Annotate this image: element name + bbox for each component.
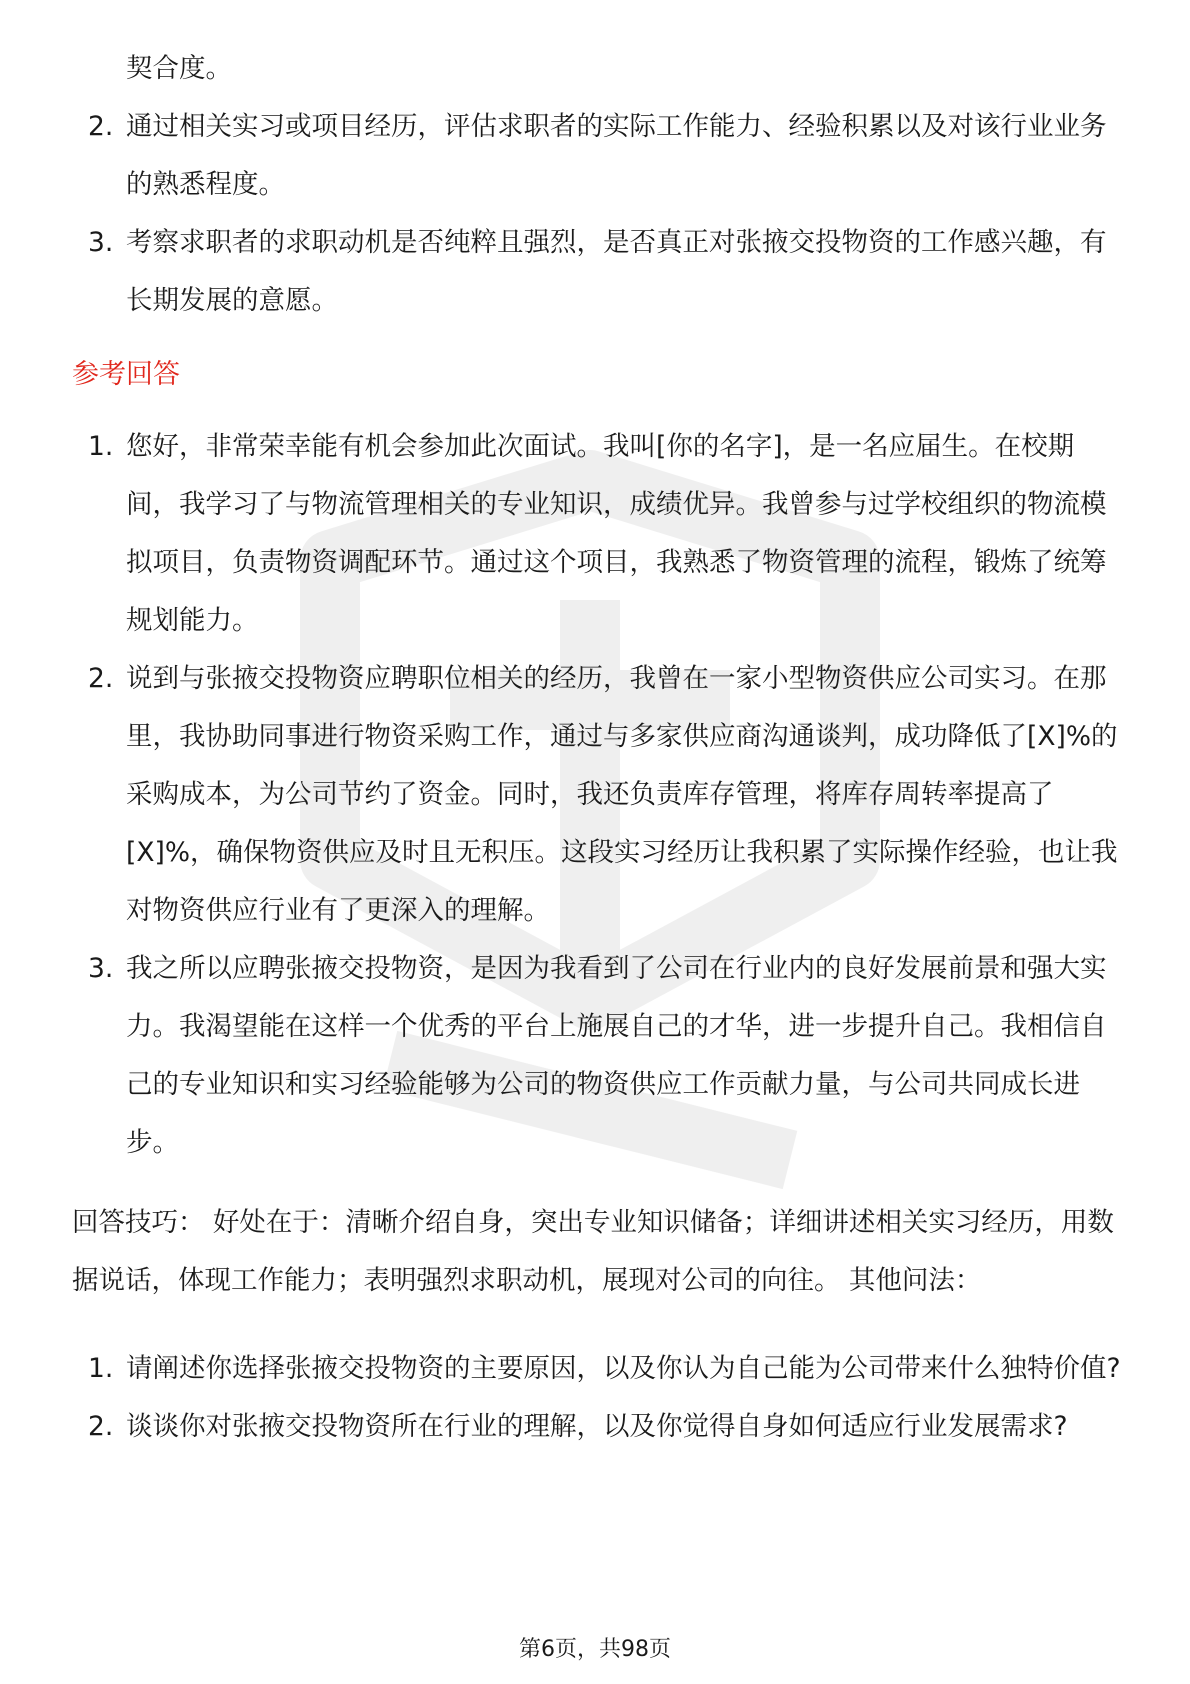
page-footer: 第6页，共98页: [519, 1637, 671, 1662]
intro-continuation: 契合度。: [126, 53, 232, 84]
list-number: 2.: [88, 111, 114, 142]
criteria-item: [72, 214, 1127, 330]
list-number: 2.: [88, 1411, 114, 1442]
list-number: 1.: [88, 431, 114, 462]
answer-item: [72, 418, 1127, 650]
answer-item: [72, 940, 1127, 1172]
other-question-item: [72, 1398, 1127, 1456]
list-number: 2.: [88, 663, 114, 694]
list-text: 谈谈你对张掖交投物资所在行业的理解，以及你觉得自身如何适应行业发展需求?: [126, 1411, 1068, 1442]
list-number: 1.: [88, 1353, 114, 1384]
list-number: 3.: [88, 227, 114, 258]
list-text: 通过相关实习或项目经历，评估求职者的实际工作能力、经验积累以及对该行业业务的熟悉程度。: [126, 111, 1107, 200]
answer-heading: 参考回答: [72, 359, 180, 390]
list-text: 我之所以应聘张掖交投物资，是因为我看到了公司在行业内的良好发展前景和强大实力。我渴望能在这样一个优秀的平台上施展自己的才华，进一步提升自己。我相信自己的专业知识和实习经验能够为公司的物资供应工作贡献力量，与公司共同成长进步。: [126, 953, 1107, 1158]
list-text: 说到与张掖交投物资应聘职位相关的经历，我曾在一家小型物资供应公司实习。在那里，我协助同事进行物资采购工作，通过与多家供应商沟通谈判，成功降低了[X]%的采购成本，为公司节约了资金。同时，我还负责库存管理，将库存周转率提高了[X]%，确保物资供应及时且无积压。这段实习经历让我积累了实际操作经验，也让我对物资供应行业有了更深入的理解。: [126, 663, 1118, 926]
answer-item: [72, 650, 1127, 940]
list-number: 3.: [88, 953, 114, 984]
answer-list: [72, 418, 1127, 1172]
criteria-item: [72, 98, 1127, 214]
criteria-list: [72, 98, 1127, 330]
other-question-item: [72, 1340, 1127, 1398]
other-questions-list: [72, 1340, 1127, 1456]
list-text: 考察求职者的求职动机是否纯粹且强烈，是否真正对张掖交投物资的工作感兴趣，有长期发展的意愿。: [126, 227, 1107, 316]
list-text: 您好，非常荣幸能有机会参加此次面试。我叫[你的名字]，是一名应届生。在校期间，我学习了与物流管理相关的专业知识，成绩优异。我曾参与过学校组织的物流模拟项目，负责物资调配环节。通过这个项目，我熟悉了物资管理的流程，锻炼了统筹规划能力。: [126, 431, 1107, 636]
main-content: [72, 40, 1127, 1456]
list-text: 请阐述你选择张掖交投物资的主要原因，以及你认为自己能为公司带来什么独特价值?: [126, 1353, 1121, 1384]
answer-tips: 回答技巧： 好处在于：清晰介绍自身，突出专业知识储备；详细讲述相关实习经历，用数据说话，体现工作能力；表明强烈求职动机，展现对公司的向往。 其他问法：: [72, 1207, 1114, 1296]
